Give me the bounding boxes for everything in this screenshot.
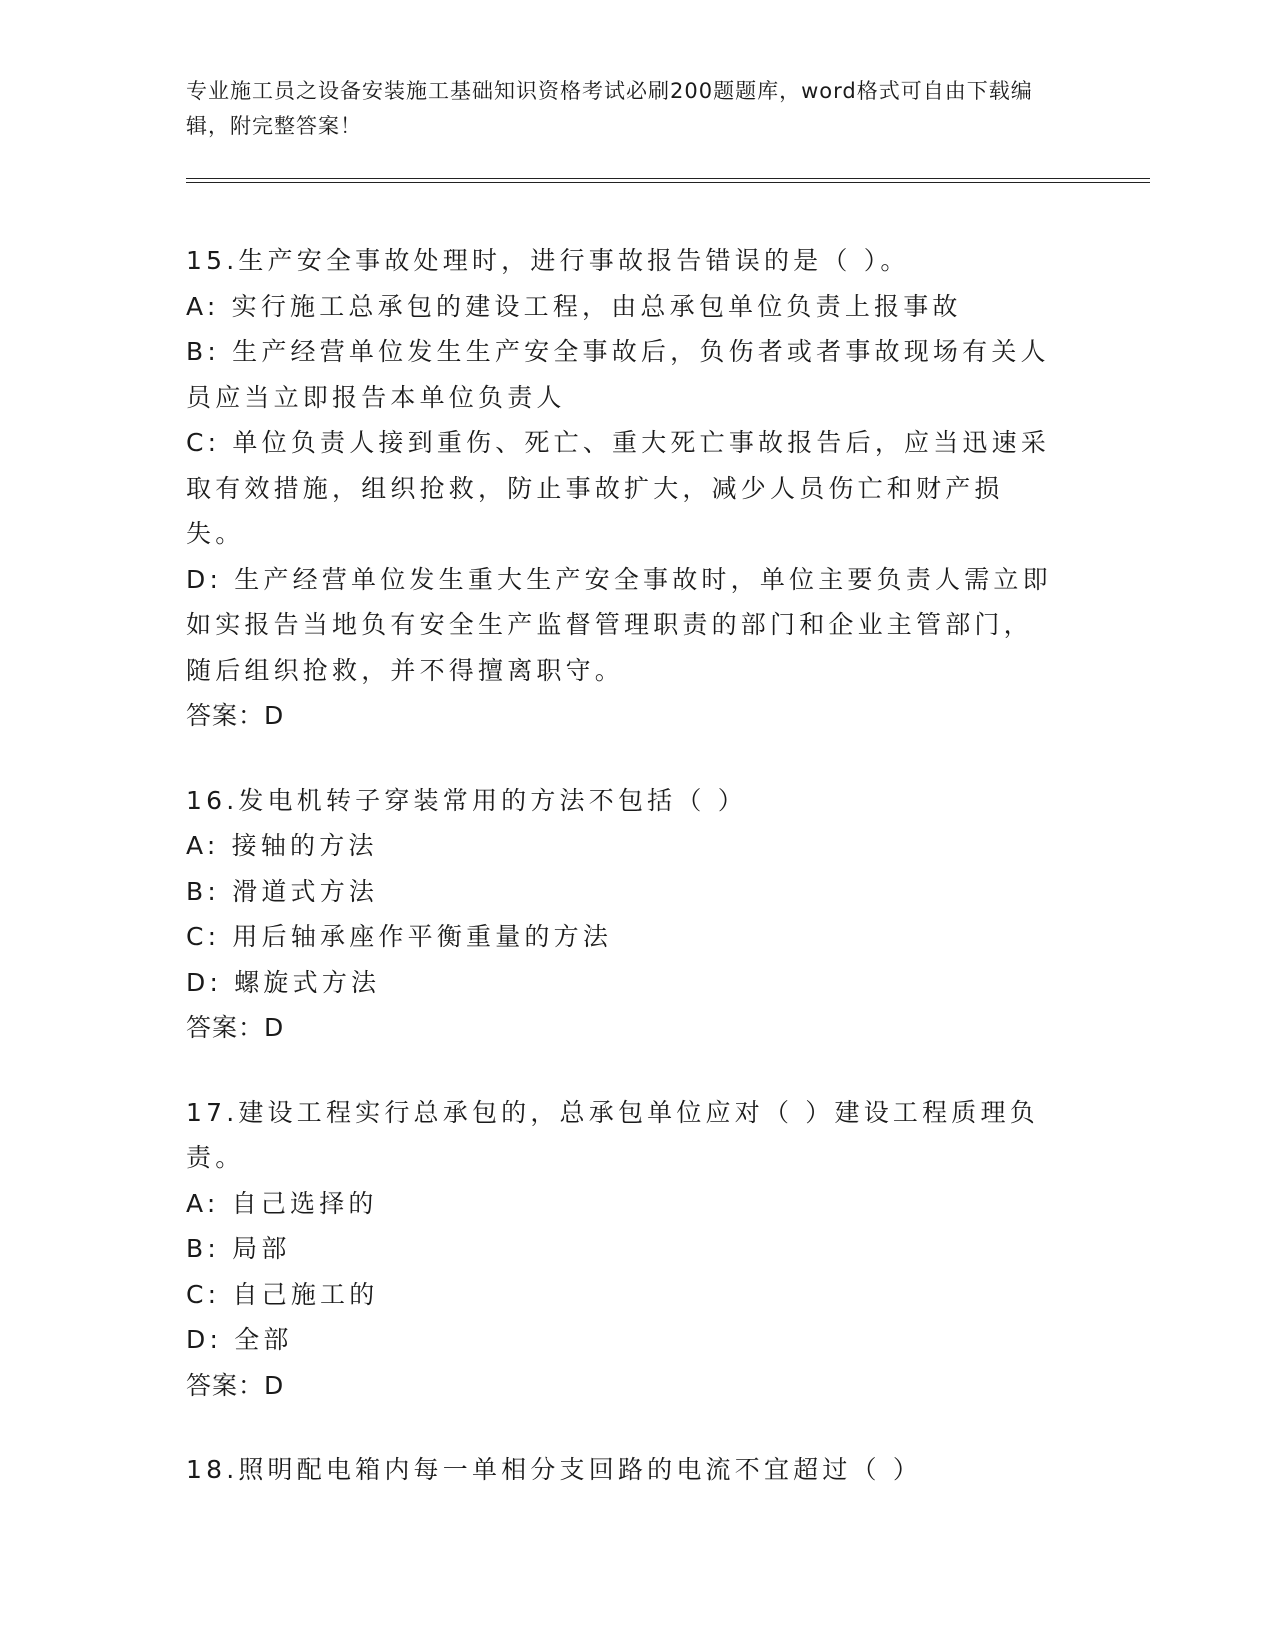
option-a: A: 接轴的方法 bbox=[186, 831, 378, 860]
option-c: C: 单位负责人接到重伤、死亡、重大死亡事故报告后，应当迅速采取有效措施，组织抢救，防止事故扩大，减少人员伤亡和财产损失。 bbox=[186, 428, 1051, 548]
answer: 答案：D bbox=[186, 1013, 285, 1042]
question-18 bbox=[186, 1447, 1086, 1493]
option-a: A: 实行施工总承包的建设工程，由总承包单位负责上报事故 bbox=[186, 291, 962, 321]
answer: 答案：D bbox=[186, 701, 285, 730]
option-c: C: 自己施工的 bbox=[186, 1279, 379, 1309]
question-17 bbox=[186, 1090, 1086, 1409]
option-a: A: 自己选择的 bbox=[186, 1188, 378, 1218]
option-b: B: 滑道式方法 bbox=[186, 876, 379, 906]
question-16 bbox=[186, 778, 1086, 1051]
option-b: B: 生产经营单位发生生产安全事故后，负伤者或者事故现场有关人员应当立即报告本单位负责人 bbox=[186, 337, 1050, 412]
question-stem: 18.照明配电箱内每一单相分支回路的电流不宜超过（ ） bbox=[186, 1455, 923, 1484]
option-d: D: 全部 bbox=[186, 1325, 293, 1354]
question-stem: 16.发电机转子穿装常用的方法不包括（ ） bbox=[186, 785, 747, 815]
option-c: C: 用后轴承座作平衡重量的方法 bbox=[186, 922, 613, 951]
question-15 bbox=[186, 238, 1086, 739]
answer: 答案：D bbox=[186, 1370, 285, 1400]
header-divider bbox=[186, 178, 1150, 179]
header-divider-secondary bbox=[186, 182, 1150, 183]
question-stem: 17.建设工程实行总承包的，总承包单位应对（ ）建设工程质理负责。 bbox=[186, 1097, 1039, 1172]
option-b: B: 局部 bbox=[186, 1234, 291, 1263]
question-list bbox=[186, 238, 1086, 1532]
option-d: D: 生产经营单位发生重大生产安全事故时，单位主要负责人需立即如实报告当地负有安全生产监督管理职责的部门和企业主管部门，随后组织抢救，并不得擅离职守。 bbox=[186, 564, 1052, 685]
question-stem: 15.生产安全事故处理时，进行事故报告错误的是（ ）。 bbox=[186, 246, 910, 275]
option-d: D: 螺旋式方法 bbox=[186, 967, 381, 997]
document-header: 专业施工员之设备安装施工基础知识资格考试必刷200题题库，word格式可自由下载编辑，附完整答案！ bbox=[186, 79, 1033, 138]
